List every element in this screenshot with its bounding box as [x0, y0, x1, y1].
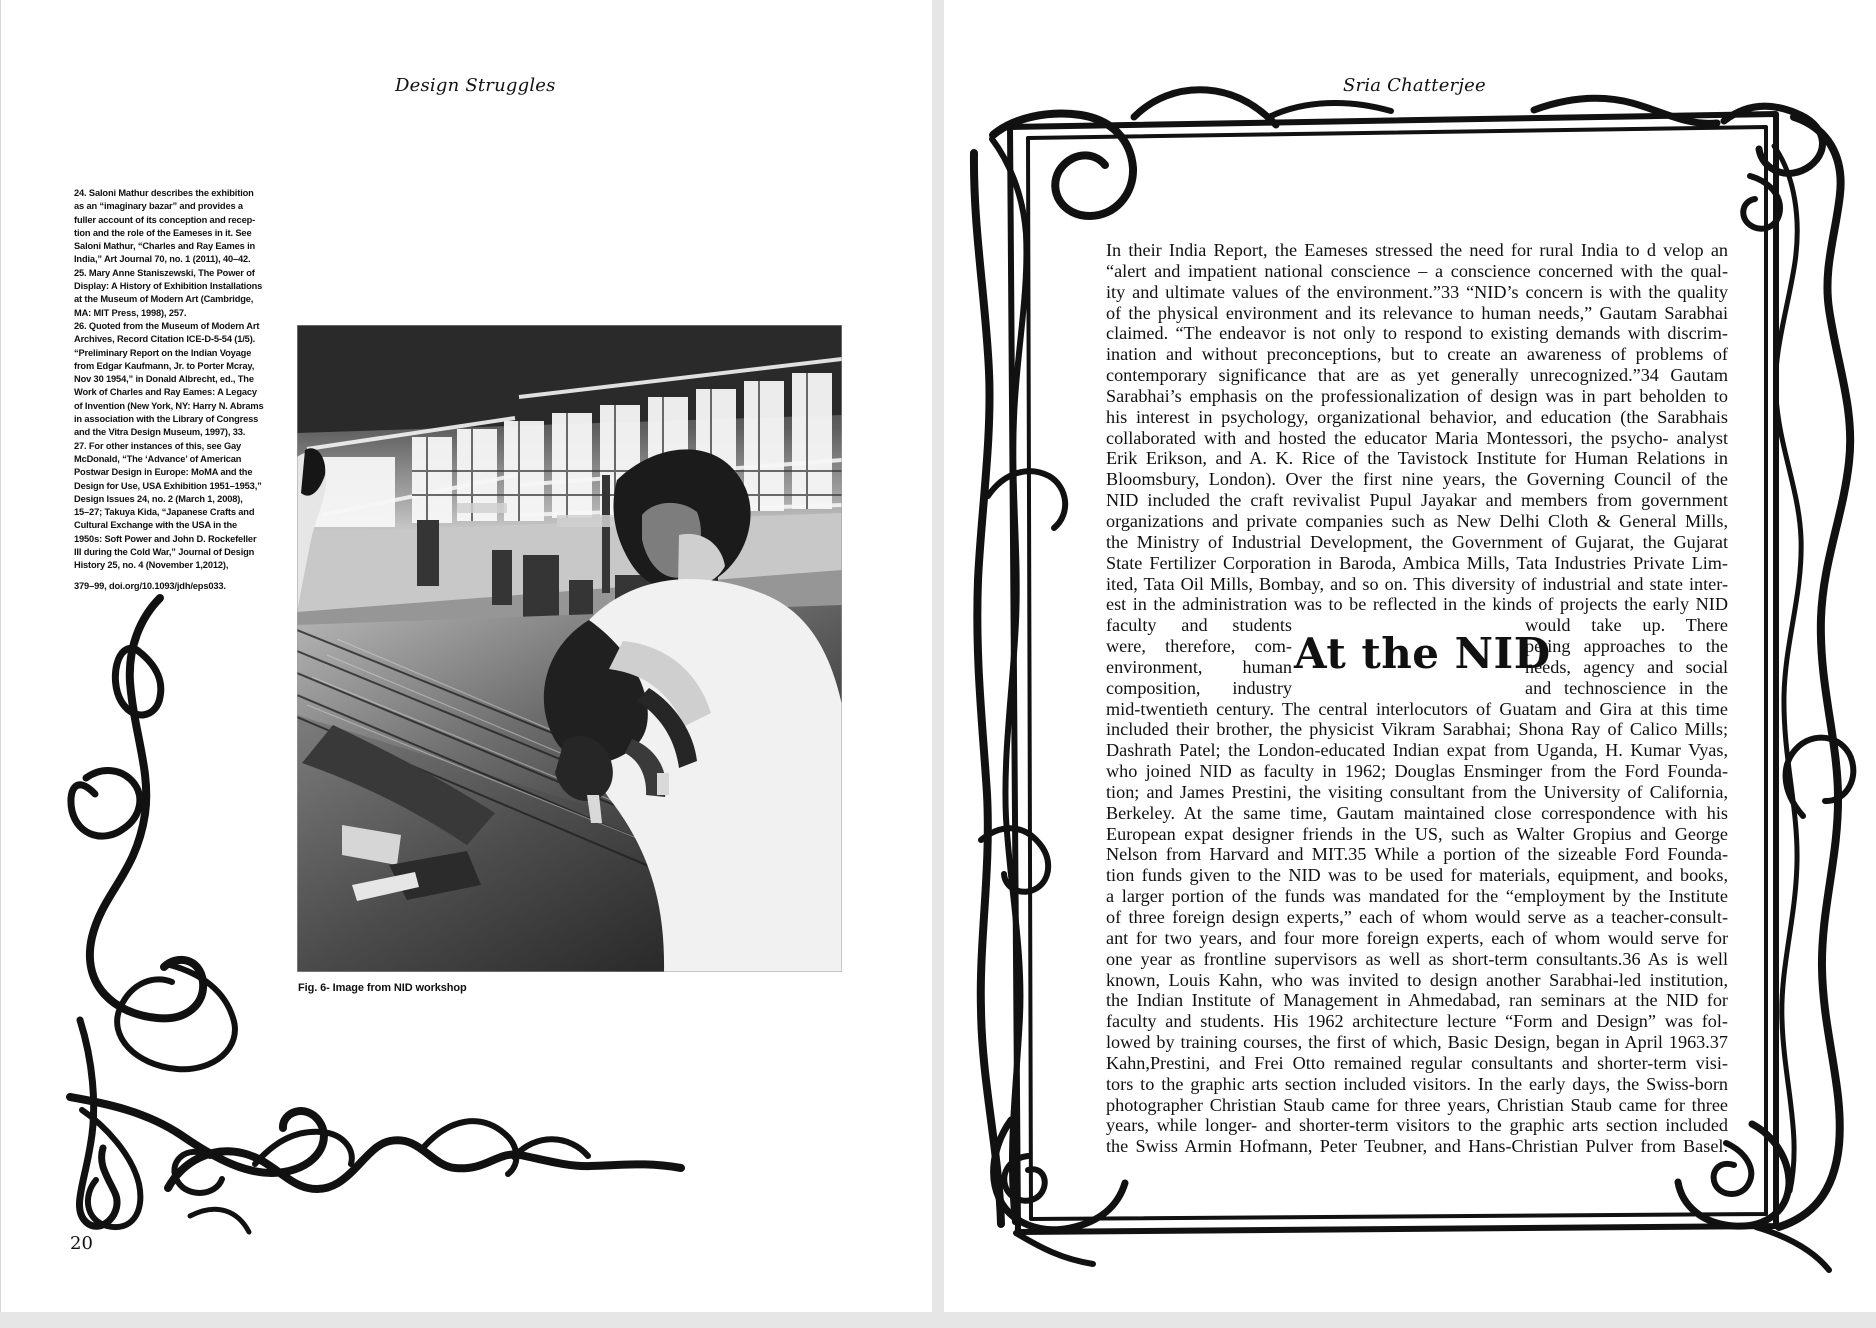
nid-workshop-photo	[297, 325, 842, 972]
footnote-line: from Edgar Kaufmann, Jr. to Porter Mcray,	[74, 360, 255, 371]
split-right-text: peting approaches to the	[1525, 636, 1728, 657]
split-left-text: composition, industry	[1106, 677, 1292, 698]
body-line: ination and without preconceptions, but to create an awareness of problems of	[1106, 344, 1728, 365]
body-line: Sarabhai’s emphasis on the professionalization of design was in part beholden to	[1106, 385, 1728, 406]
right-running-head: Sria Chatterjee	[1343, 75, 1486, 96]
split-right-text: needs, agency and social	[1525, 656, 1728, 677]
body-line: the Ministry of Industrial Development, the Government of Gujarat, the Gujarat	[1106, 531, 1728, 552]
split-left-text: faculty and students	[1106, 615, 1292, 636]
body-line: of the physical environment and its relevance to human needs,” Gautam Sarabhai	[1106, 302, 1728, 323]
footnote-line: 26. Quoted from the Museum of Modern Art	[74, 320, 260, 331]
footnote-line: “Preliminary Report on the Indian Voyage	[74, 347, 252, 358]
body-line: mid-twentieth century. The central interlocutors of Guatam and Gira at this time	[1106, 698, 1728, 719]
body-line: Kahn,Prestini, and Frei Otto remained regular consultants and shorter-term visi-	[1106, 1052, 1728, 1073]
footnote-line: Postwar Design in Europe: MoMA and the	[74, 467, 253, 478]
body-line: Bloomsbury, London). Over the first nine years, the Governing Council of the	[1106, 469, 1728, 490]
footnote-line: in association with the Library of Congress	[74, 414, 259, 425]
body-line: European expat designer friends in the US, such as Walter Gropius and George	[1106, 823, 1728, 844]
body-line: Nelson from Harvard and MIT.35 While a portion of the sizeable Ford Founda-	[1106, 844, 1728, 865]
footnote-line: fuller account of its conception and recep-	[74, 214, 256, 225]
body-line: one year as frontline supervisors as well as short-term consultants.36 As is well	[1106, 948, 1728, 969]
footnote-line: 379–99, doi.org/10.1093/jdh/eps033.	[74, 580, 226, 591]
footnote-line: as an “imaginary bazar” and provides a	[74, 201, 243, 212]
body-line: claimed. “The endeavor is not only to respond to existing demands with discrim-	[1106, 323, 1728, 344]
footnote-line: of Invention (New York, NY: Harry N. Abrams	[74, 400, 264, 411]
split-body-line	[1106, 678, 1728, 699]
footnote-line: Archives, Record Citation ICE-D-5-54 (1/5).	[74, 334, 256, 345]
body-line: known, Louis Kahn, who was invited to design another Sarabhai-led institution,	[1106, 969, 1728, 990]
body-line: contemporary significance that are as yet generally unrecognized.”34 Gautam	[1106, 365, 1728, 386]
footnote-line: Work of Charles and Ray Eames: A Legacy	[74, 387, 257, 398]
footnote-line: at the Museum of Modern Art (Cambridge,	[74, 294, 254, 305]
footnote-line: Design for Use, USA Exhibition 1951–1953,”	[74, 480, 262, 491]
body-line: State Fertilizer Corporation in Baroda, Ambica Mills, Tata Industries Private Lim-	[1106, 552, 1728, 573]
body-line: of three foreign design experts,” each of whom would serve as a teacher-consult-	[1106, 907, 1728, 927]
right-page	[944, 0, 1876, 1312]
footnote-line: 1950s: Soft Power and John D. Rockefeller	[74, 533, 257, 544]
footnote-line: 15–27; Takuya Kida, “Japanese Crafts and	[74, 507, 255, 518]
split-left-text: were, therefore, com-	[1106, 636, 1292, 657]
footnote-line: MA: MIT Press, 1998), 257.	[74, 307, 187, 318]
photo-caption: Fig. 6- Image from NID workshop	[298, 982, 467, 994]
footnote-line: tion and the role of the Eameses in it. See	[74, 227, 252, 238]
body-line: his interest in psychology, organizational behavior, and education (the Sarabhais	[1106, 406, 1728, 427]
body-line: Berkeley. At the same time, Gautam maintained close correspondence with his	[1106, 802, 1728, 823]
footnote-line: McDonald, “The ‘Advance’ of American	[74, 453, 242, 464]
body-line: who joined NID as faculty in 1962; Douglas Ensminger from the Ford Founda-	[1106, 761, 1728, 782]
footnote-line: 25. Mary Anne Staniszewski, The Power of	[74, 267, 255, 278]
footnote-line: India,” Art Journal 70, no. 1 (2011), 40–42.	[74, 254, 251, 265]
body-line: a larger portion of the funds was mandated for the “employment by the Institute	[1106, 886, 1728, 907]
body-text	[1106, 240, 1728, 1157]
footnote-line: Saloni Mathur, “Charles and Ray Eames in	[74, 241, 256, 252]
body-line: est in the administration was to be reflected in the kinds of projects the early NID	[1106, 594, 1728, 615]
body-line: organizations and private companies such as New Delhi Cloth & General Mills,	[1106, 510, 1728, 531]
headline-gap	[1292, 678, 1525, 699]
body-line: collaborated with and hosted the educator Maria Montessori, the psycho- analyst	[1106, 427, 1728, 448]
split-right-text: and technoscience in the	[1525, 677, 1728, 698]
footnote-line: and the Vitra Design Museum, 1997), 33.	[74, 427, 246, 438]
footnote-line: 27. For other instances of this, see Gay	[74, 440, 242, 451]
footnotes	[74, 187, 284, 593]
footnote-line: III during the Cold War,” Journal of Design	[74, 547, 255, 558]
body-line: tors to the graphic arts section included visitors. In the early days, the Swiss-born	[1106, 1073, 1728, 1094]
body-line: years, while longer- and shorter-term visitors to the graphic arts section included	[1106, 1115, 1728, 1136]
body-line: included their brother, the physicist Vikram Sarabhai; Shona Ray of Calico Mills;	[1106, 719, 1728, 740]
footnote-line: Cultural Exchange with the USA in the	[74, 520, 238, 531]
footnote-line: Nov 30 1954,” in Donald Albrecht, ed., The	[74, 374, 254, 385]
body-line: the Indian Institute of Management in Ahmedabad, ran seminars at the NID for	[1106, 990, 1728, 1011]
body-line: Erik Erikson, and A. K. Rice of the Tavistock Institute for Human Relations in	[1106, 448, 1728, 469]
body-line: tion; and James Prestini, the visiting consultant from the University of California,	[1106, 781, 1728, 802]
footnote-line: Display: A History of Exhibition Installations	[74, 281, 263, 292]
page-number: 20	[70, 1233, 93, 1254]
body-line: ant for two years, and four more foreign experts, each of whom would serve for	[1106, 927, 1728, 948]
split-left-text: environment, human	[1106, 656, 1292, 677]
body-line: In their India Report, the Eameses stressed the need for rural India to d velop an	[1106, 240, 1728, 260]
footnote-line: 24. Saloni Mathur describes the exhibition	[74, 188, 254, 198]
left-page	[0, 0, 932, 1312]
body-line: Dashrath Patel; the London-educated Indian expat from Uganda, H. Kumar Vyas,	[1106, 740, 1728, 761]
body-line: tion funds given to the NID was to be used for materials, equipment, and books,	[1106, 865, 1728, 886]
body-line: NID included the craft revivalist Pupul Jayakar and members from government	[1106, 490, 1728, 511]
body-line: faculty and students. His 1962 architecture lecture “Form and Design” was fol-	[1106, 1011, 1728, 1032]
body-line: ited, Tata Oil Mills, Bombay, and so on. This diversity of industrial and state inter-	[1106, 573, 1728, 594]
footnote-line: Design Issues 24, no. 2 (March 1, 2008),	[74, 493, 243, 504]
body-line: photographer Christian Staub came for three years, Christian Staub came for three	[1106, 1094, 1728, 1115]
footnote-line: History 25, no. 4 (November 1,2012),	[74, 560, 229, 571]
body-line: ity and ultimate values of the environment.”33 “NID’s concern is with the quality	[1106, 281, 1728, 302]
split-right-text: would take up. There	[1525, 615, 1728, 636]
body-line: “alert and impatient national conscience – a conscience concerned with the qual-	[1106, 260, 1728, 281]
left-running-head: Design Struggles	[395, 75, 556, 96]
body-line: lowed by training courses, the first of which, Basic Design, began in April 1963.37	[1106, 1032, 1728, 1053]
section-title: At the NID	[1294, 629, 1551, 678]
body-line: the Swiss Armin Hofmann, Peter Teubner, and Hans-Christian Pulver from Basel.	[1106, 1136, 1728, 1157]
